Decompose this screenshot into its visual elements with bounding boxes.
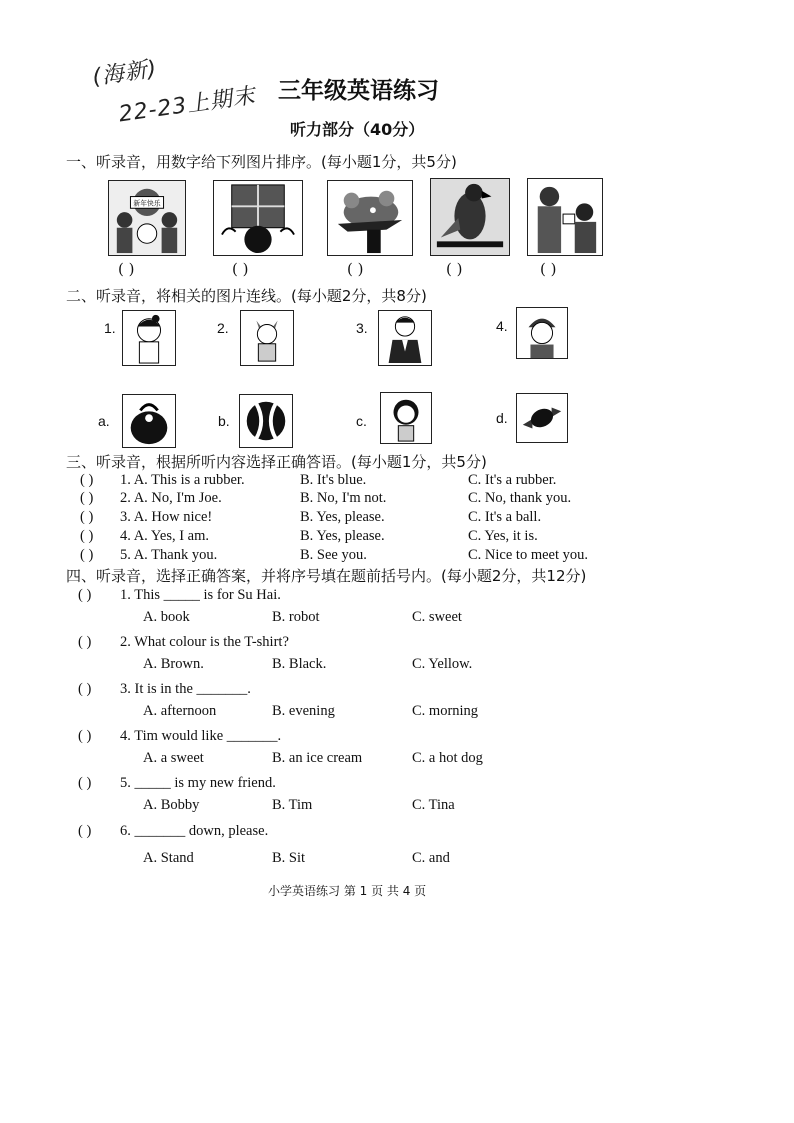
answer-bracket-5[interactable]: ( ) xyxy=(540,260,557,278)
match-label-c: c. xyxy=(356,413,367,429)
s4-bracket-2[interactable]: ( ) xyxy=(78,634,92,650)
s4-option-b-1: B. robot xyxy=(272,609,320,625)
mouse-costume-icon xyxy=(327,180,413,256)
s4-option-c-5: C. Tina xyxy=(412,797,455,813)
s4-option-c-4: C. a hot dog xyxy=(412,750,483,766)
answer-bracket-3[interactable]: ( ) xyxy=(347,260,364,278)
s3-option-b-2: B. No, I'm not. xyxy=(300,490,387,506)
s4-option-b-4: B. an ice cream xyxy=(272,750,363,766)
window-open-icon xyxy=(213,180,303,256)
s4-stem-1: 1. This _____ is for Su Hai. xyxy=(120,587,281,603)
sweet-icon[interactable] xyxy=(516,393,568,443)
answer-bracket-1[interactable]: ( ) xyxy=(118,260,135,278)
answer-bracket-4[interactable]: ( ) xyxy=(446,260,463,278)
s4-stem-4: 4. Tim would like _______. xyxy=(120,728,282,744)
s4-option-a-6: A. Stand xyxy=(143,850,194,866)
s3-option-b-1: B. It's blue. xyxy=(300,472,367,488)
section3-heading: 三、听录音，根据所听内容选择正确答语。(每小题1分，共5分) xyxy=(66,453,487,471)
s4-option-c-1: C. sweet xyxy=(412,609,462,625)
s3-option-a-3: 3. A. How nice! xyxy=(120,509,213,525)
cat-icon[interactable] xyxy=(240,310,294,366)
boy-cap-icon[interactable] xyxy=(516,307,568,359)
s3-option-b-4: B. Yes, please. xyxy=(300,528,385,544)
parrot-icon xyxy=(430,178,510,256)
s4-option-a-2: A. Brown. xyxy=(143,656,204,672)
s3-bracket-3[interactable]: ( ) xyxy=(80,509,94,525)
match-label-3: 3. xyxy=(356,320,368,336)
s3-bracket-2[interactable]: ( ) xyxy=(80,490,94,506)
s4-option-c-6: C. and xyxy=(412,850,450,866)
handwritten-note-line2: 22-23上期末 xyxy=(117,83,258,128)
s3-option-c-1: C. It's a rubber. xyxy=(468,472,557,488)
s4-bracket-6[interactable]: ( ) xyxy=(78,823,92,839)
match-label-1: 1. xyxy=(104,320,116,336)
s3-option-c-4: C. Yes, it is. xyxy=(468,528,538,544)
answer-bracket-2[interactable]: ( ) xyxy=(232,260,249,278)
section1-heading: 一、听录音，用数字给下列图片排序。(每小题1分，共5分) xyxy=(66,153,457,171)
s4-stem-2: 2. What colour is the T-shirt? xyxy=(120,634,289,650)
s4-stem-3: 3. It is in the _______. xyxy=(120,681,251,697)
s3-option-c-3: C. It's a ball. xyxy=(468,509,542,525)
match-label-a: a. xyxy=(98,413,110,429)
s4-option-a-1: A. book xyxy=(143,609,190,625)
girl-doll-icon[interactable] xyxy=(380,392,432,444)
s3-option-c-2: C. No, thank you. xyxy=(468,490,572,506)
s4-bracket-4[interactable]: ( ) xyxy=(78,728,92,744)
match-label-b: b. xyxy=(218,413,230,429)
s4-option-c-3: C. morning xyxy=(412,703,479,719)
s3-option-c-5: C. Nice to meet you. xyxy=(468,547,589,563)
handwritten-note-line1: (海新) xyxy=(90,56,159,91)
s4-option-b-6: B. Sit xyxy=(272,850,306,866)
s3-option-b-5: B. See you. xyxy=(300,547,367,563)
s3-option-a-2: 2. A. No, I'm Joe. xyxy=(120,490,222,506)
new-year-kids-icon xyxy=(108,180,186,256)
s4-bracket-1[interactable]: ( ) xyxy=(78,587,92,603)
page-footer: 小学英语练习 第 1 页 共 4 页 xyxy=(268,884,427,898)
s4-stem-6: 6. _______ down, please. xyxy=(120,823,269,839)
s4-option-b-5: B. Tim xyxy=(272,797,313,813)
s3-bracket-5[interactable]: ( ) xyxy=(80,547,94,563)
s4-option-b-3: B. evening xyxy=(272,703,335,719)
match-label-d: d. xyxy=(496,410,508,426)
s3-option-a-4: 4. A. Yes, I am. xyxy=(120,528,210,544)
section4-heading: 四、听录音，选择正确答案，并将序号填在题前括号内。(每小题2分，共12分) xyxy=(66,567,587,585)
match-label-4: 4. xyxy=(496,318,508,334)
s3-option-a-5: 5. A. Thank you. xyxy=(120,547,218,563)
s4-option-a-4: A. a sweet xyxy=(143,750,204,766)
s4-option-a-5: A. Bobby xyxy=(143,797,200,813)
s4-bracket-3[interactable]: ( ) xyxy=(78,681,92,697)
s4-option-a-3: A. afternoon xyxy=(143,703,217,719)
girl-icon[interactable] xyxy=(122,310,176,366)
page-title: 三年级英语练习 xyxy=(278,78,439,104)
match-label-2: 2. xyxy=(217,320,229,336)
s4-option-b-2: B. Black. xyxy=(272,656,327,672)
page-subtitle: 听力部分（40分） xyxy=(290,120,425,139)
ball-icon[interactable] xyxy=(239,394,293,448)
s3-option-a-1: 1. A. This is a rubber. xyxy=(120,472,245,488)
s3-option-b-3: B. Yes, please. xyxy=(300,509,385,525)
giving-gift-icon xyxy=(527,178,603,256)
s4-bracket-5[interactable]: ( ) xyxy=(78,775,92,791)
s4-stem-5: 5. _____ is my new friend. xyxy=(120,775,276,791)
man-icon[interactable] xyxy=(378,310,432,366)
s4-option-c-2: C. Yellow. xyxy=(412,656,473,672)
section2-heading: 二、听录音，将相关的图片连线。(每小题2分，共8分) xyxy=(66,287,427,305)
s3-bracket-4[interactable]: ( ) xyxy=(80,528,94,544)
bag-icon[interactable] xyxy=(122,394,176,448)
s3-bracket-1[interactable]: ( ) xyxy=(80,472,94,488)
new-year-banner: 新年快乐 xyxy=(133,199,161,208)
